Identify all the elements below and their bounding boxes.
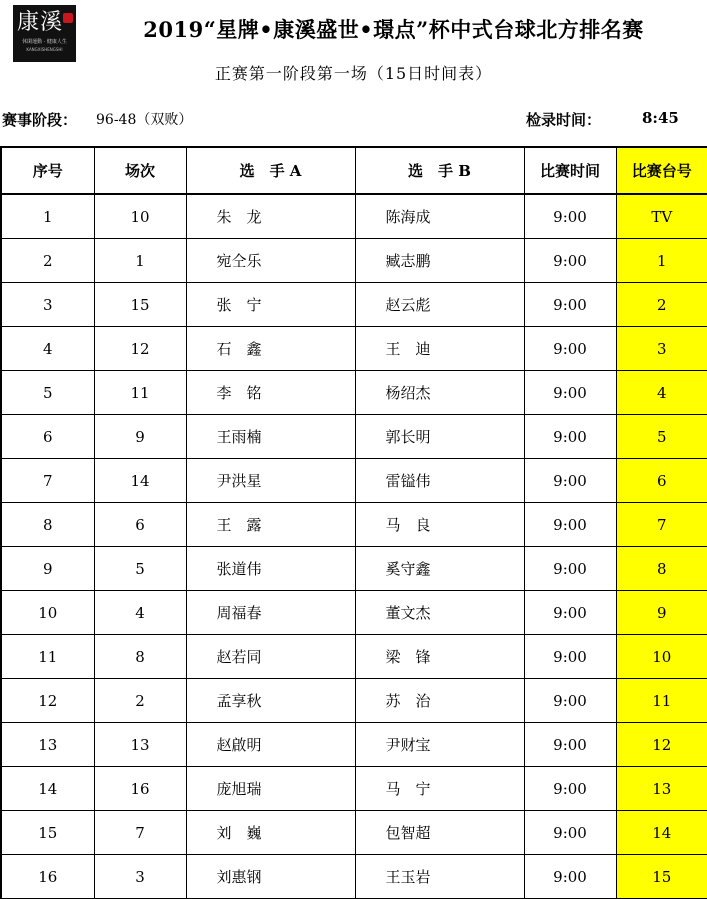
player-a: 赵啟明 bbox=[186, 723, 355, 767]
stage-value: 96-48（双败） bbox=[96, 112, 193, 128]
table-row bbox=[1, 283, 707, 327]
table-number: 6 bbox=[616, 459, 707, 503]
row-index: 15 bbox=[1, 811, 94, 855]
header-time: 比赛时间 bbox=[524, 147, 616, 194]
row-match: 10 bbox=[94, 194, 186, 239]
player-b: 董文杰 bbox=[355, 591, 524, 635]
checkin-time: 8:45 bbox=[642, 109, 679, 127]
row-match: 8 bbox=[94, 635, 186, 679]
match-time: 9:00 bbox=[524, 415, 616, 459]
row-match: 9 bbox=[94, 415, 186, 459]
header-match: 场次 bbox=[94, 147, 186, 194]
row-match: 15 bbox=[94, 283, 186, 327]
player-a: 赵若同 bbox=[186, 635, 355, 679]
match-time: 9:00 bbox=[524, 371, 616, 415]
table-number: 1 bbox=[616, 239, 707, 283]
player-b: 尹财宝 bbox=[355, 723, 524, 767]
table-row bbox=[1, 415, 707, 459]
row-index: 10 bbox=[1, 591, 94, 635]
row-index: 6 bbox=[1, 415, 94, 459]
row-match: 6 bbox=[94, 503, 186, 547]
player-a: 宛仝乐 bbox=[186, 239, 355, 283]
row-match: 16 bbox=[94, 767, 186, 811]
row-index: 11 bbox=[1, 635, 94, 679]
player-b: 奚守鑫 bbox=[355, 547, 524, 591]
header-player-b: 选 手 B bbox=[355, 147, 524, 194]
player-a: 石 鑫 bbox=[186, 327, 355, 371]
table-number: 13 bbox=[616, 767, 707, 811]
row-index: 4 bbox=[1, 327, 94, 371]
logo-subtext: KANGXISHENGSHI bbox=[26, 47, 63, 52]
row-match: 5 bbox=[94, 547, 186, 591]
player-b: 赵云彪 bbox=[355, 283, 524, 327]
table-number: 4 bbox=[616, 371, 707, 415]
player-b: 梁 锋 bbox=[355, 635, 524, 679]
header-index: 序号 bbox=[1, 147, 94, 194]
player-a: 张 宁 bbox=[186, 283, 355, 327]
player-b: 臧志鹏 bbox=[355, 239, 524, 283]
match-time: 9:00 bbox=[524, 459, 616, 503]
row-index: 16 bbox=[1, 855, 94, 899]
table-row bbox=[1, 503, 707, 547]
match-time: 9:00 bbox=[524, 194, 616, 239]
row-match: 3 bbox=[94, 855, 186, 899]
row-match: 14 bbox=[94, 459, 186, 503]
page-title: 2019“星牌•康溪盛世•璟点”杯中式台球北方排名赛 bbox=[143, 17, 644, 42]
logo-tagline: 休閑運動 · 健康人生 bbox=[22, 39, 67, 45]
table-number: 3 bbox=[616, 327, 707, 371]
player-a: 尹洪星 bbox=[186, 459, 355, 503]
player-a: 刘 巍 bbox=[186, 811, 355, 855]
row-index: 3 bbox=[1, 283, 94, 327]
player-b: 王玉岩 bbox=[355, 855, 524, 899]
match-time: 9:00 bbox=[524, 283, 616, 327]
table-row bbox=[1, 811, 707, 855]
checkin-label: 检录时间： bbox=[526, 111, 602, 129]
match-time: 9:00 bbox=[524, 855, 616, 899]
match-time: 9:00 bbox=[524, 591, 616, 635]
table-number: 2 bbox=[616, 283, 707, 327]
logo-text: 康溪 bbox=[17, 10, 64, 35]
table-row bbox=[1, 371, 707, 415]
player-a: 周福春 bbox=[186, 591, 355, 635]
player-a: 庞旭瑞 bbox=[186, 767, 355, 811]
row-match: 7 bbox=[94, 811, 186, 855]
player-b: 雷镒伟 bbox=[355, 459, 524, 503]
table-number: 9 bbox=[616, 591, 707, 635]
player-b: 陈海成 bbox=[355, 194, 524, 239]
table-number: 14 bbox=[616, 811, 707, 855]
player-a: 刘惠钢 bbox=[186, 855, 355, 899]
table-number: TV bbox=[616, 194, 707, 239]
row-index: 7 bbox=[1, 459, 94, 503]
table-row bbox=[1, 679, 707, 723]
schedule-table bbox=[0, 146, 707, 899]
match-time: 9:00 bbox=[524, 811, 616, 855]
stage-label: 赛事阶段： bbox=[2, 111, 78, 129]
table-row bbox=[1, 635, 707, 679]
row-index: 9 bbox=[1, 547, 94, 591]
player-a: 王雨楠 bbox=[186, 415, 355, 459]
player-b: 包智超 bbox=[355, 811, 524, 855]
player-b: 马 宁 bbox=[355, 767, 524, 811]
match-time: 9:00 bbox=[524, 327, 616, 371]
match-time: 9:00 bbox=[524, 767, 616, 811]
logo bbox=[13, 5, 76, 62]
table-row bbox=[1, 591, 707, 635]
match-time: 9:00 bbox=[524, 239, 616, 283]
table-number: 15 bbox=[616, 855, 707, 899]
player-a: 朱 龙 bbox=[186, 194, 355, 239]
row-index: 14 bbox=[1, 767, 94, 811]
header-player-a: 选 手 A bbox=[186, 147, 355, 194]
row-match: 12 bbox=[94, 327, 186, 371]
player-b: 马 良 bbox=[355, 503, 524, 547]
match-time: 9:00 bbox=[524, 723, 616, 767]
row-match: 13 bbox=[94, 723, 186, 767]
table-row bbox=[1, 459, 707, 503]
player-b: 郭长明 bbox=[355, 415, 524, 459]
row-match: 1 bbox=[94, 239, 186, 283]
match-time: 9:00 bbox=[524, 635, 616, 679]
row-match: 2 bbox=[94, 679, 186, 723]
row-index: 12 bbox=[1, 679, 94, 723]
player-a: 王 露 bbox=[186, 503, 355, 547]
table-number: 10 bbox=[616, 635, 707, 679]
player-b: 杨绍杰 bbox=[355, 371, 524, 415]
table-row bbox=[1, 327, 707, 371]
table-row bbox=[1, 723, 707, 767]
row-index: 2 bbox=[1, 239, 94, 283]
player-b: 王 迪 bbox=[355, 327, 524, 371]
table-number: 5 bbox=[616, 415, 707, 459]
table-row bbox=[1, 239, 707, 283]
row-index: 8 bbox=[1, 503, 94, 547]
table-number: 11 bbox=[616, 679, 707, 723]
row-index: 5 bbox=[1, 371, 94, 415]
match-time: 9:00 bbox=[524, 547, 616, 591]
player-a: 张道伟 bbox=[186, 547, 355, 591]
table-row bbox=[1, 194, 707, 239]
player-a: 李 铭 bbox=[186, 371, 355, 415]
page-subtitle: 正赛第一阶段第一场（15日时间表） bbox=[214, 64, 493, 83]
table-row bbox=[1, 767, 707, 811]
player-a: 孟享秋 bbox=[186, 679, 355, 723]
match-time: 9:00 bbox=[524, 679, 616, 723]
row-index: 1 bbox=[1, 194, 94, 239]
table-number: 12 bbox=[616, 723, 707, 767]
logo-seal bbox=[63, 13, 73, 23]
row-index: 13 bbox=[1, 723, 94, 767]
row-match: 11 bbox=[94, 371, 186, 415]
table-number: 7 bbox=[616, 503, 707, 547]
row-match: 4 bbox=[94, 591, 186, 635]
player-b: 苏 治 bbox=[355, 679, 524, 723]
table-row bbox=[1, 547, 707, 591]
header-table-number: 比赛台号 bbox=[616, 147, 707, 194]
match-time: 9:00 bbox=[524, 503, 616, 547]
table-number: 8 bbox=[616, 547, 707, 591]
table-row bbox=[1, 855, 707, 899]
table-header-row bbox=[1, 147, 707, 194]
